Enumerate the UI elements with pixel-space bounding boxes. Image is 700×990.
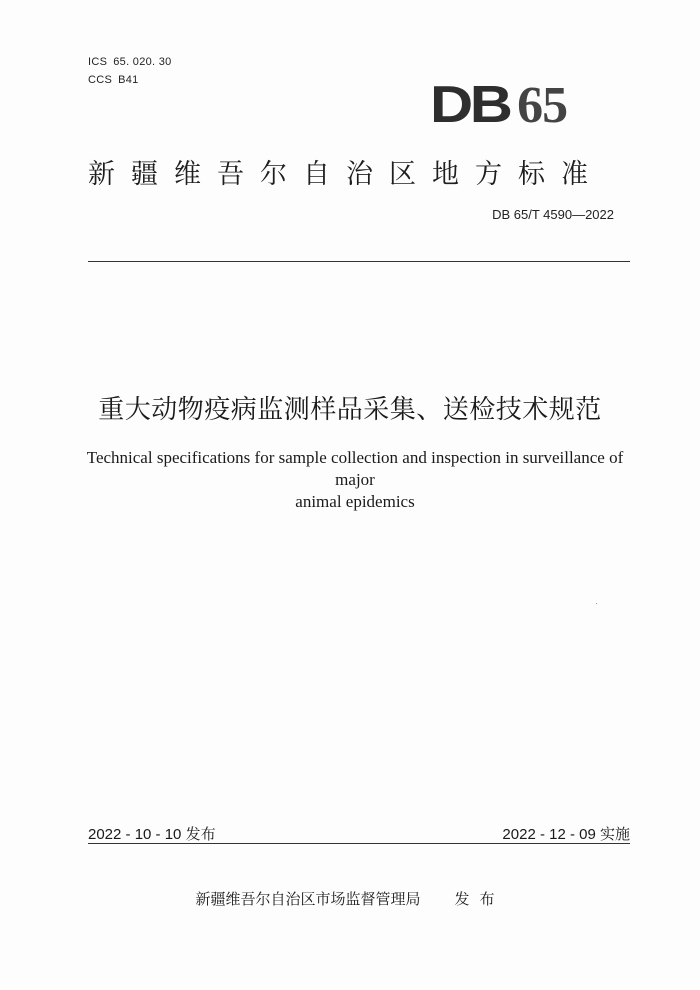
bottom-divider [88,843,630,844]
ccs-classification [88,74,139,86]
db-logo-number: 65 [517,77,568,134]
issuing-agency: 新疆维吾尔自治区市场监督管理局 [195,890,421,908]
ccs-value: B41 [118,74,139,86]
db-logo-prefix: DB [430,76,510,134]
ics-value: 65. 020. 30 [113,56,172,68]
issuing-authority [0,888,700,909]
standard-type-title: 新疆维吾尔自治区地方标准 [88,159,604,190]
implementation-date: 2022 - 12 - 09 实施 [502,826,630,843]
document-title-cn: 重大动物疫病监测样品采集、送检技术规范 [98,395,602,425]
issue-action: 发布 [454,890,505,908]
db-logo [430,78,590,132]
scan-speck [596,603,597,604]
top-divider [88,261,630,262]
document-title-en-line2: animal epidemics [295,492,415,511]
ics-classification [88,56,172,68]
document-title-en [75,447,635,513]
ics-label: ICS [88,56,108,68]
document-title-en-line1: Technical specifications for sample collection and inspection in surveillance of major [86,448,624,489]
ccs-label: CCS [88,74,113,86]
standard-number: DB 65/T 4590—2022 [492,207,614,222]
publish-date: 2022 - 10 - 10 发布 [88,826,216,843]
